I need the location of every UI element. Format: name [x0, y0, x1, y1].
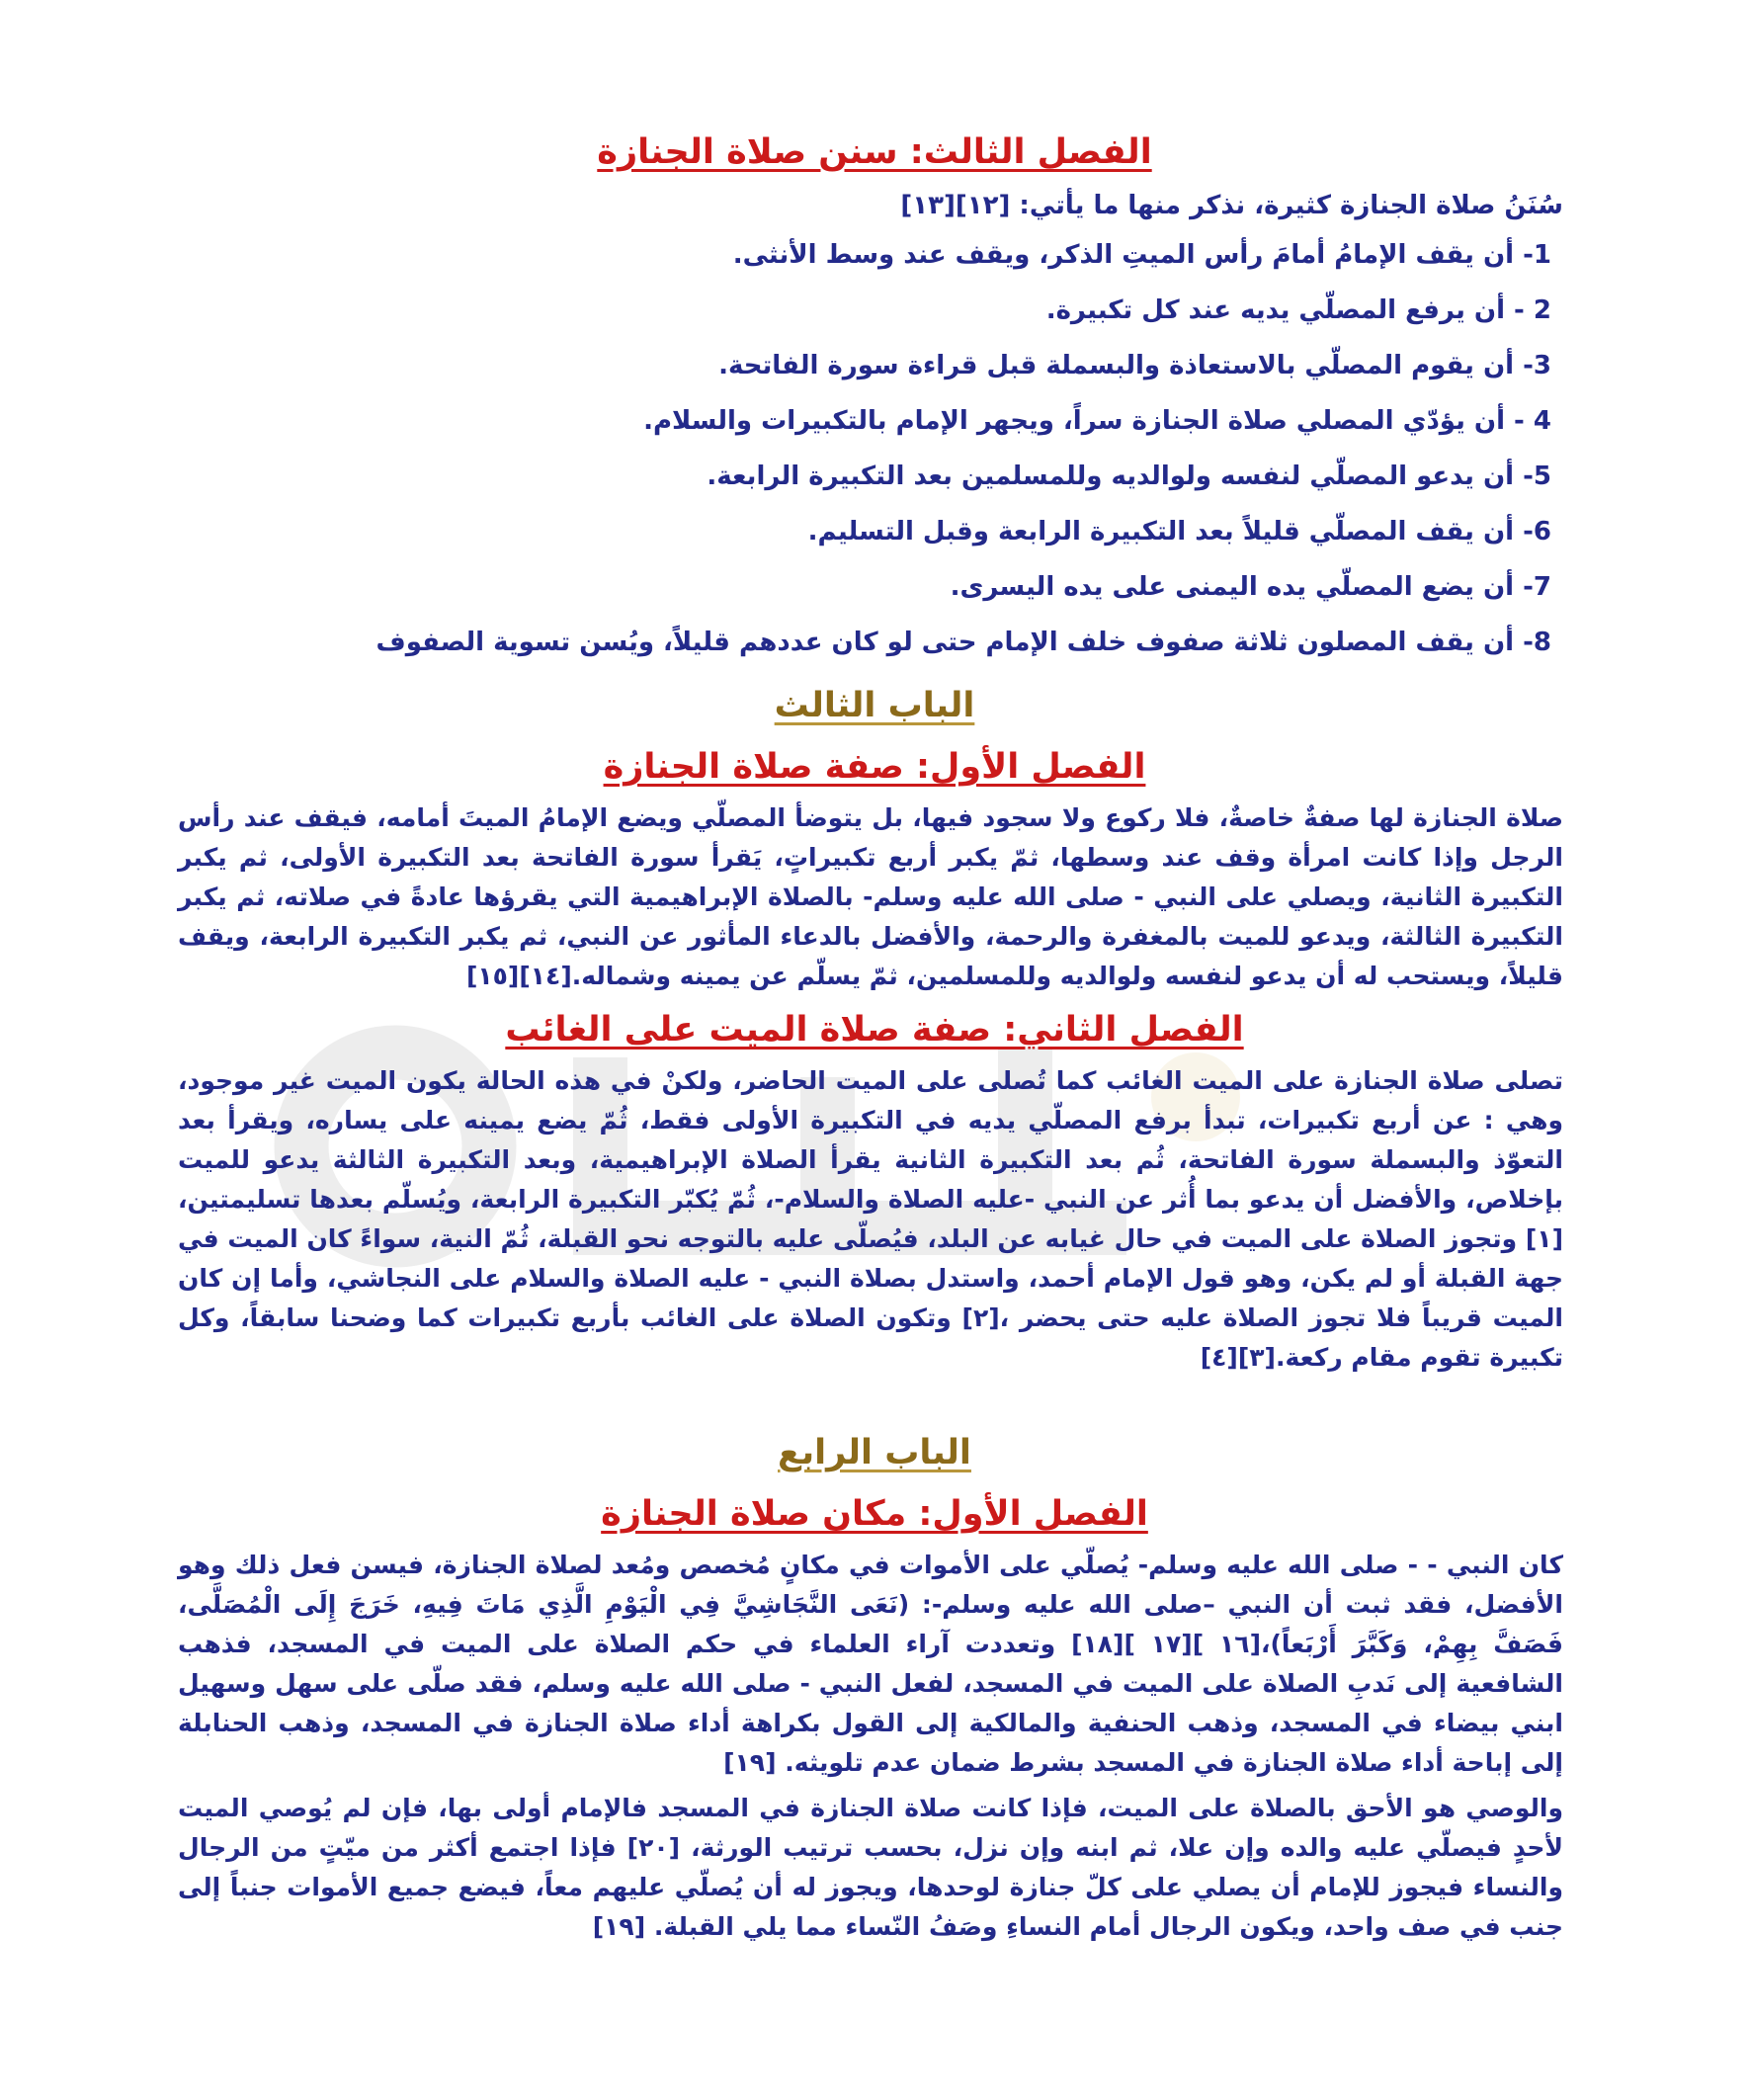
part-title — [178, 1425, 1571, 1480]
spacer — [178, 1384, 1571, 1417]
list-item: 4 - أن يؤدّي المصلي صلاة الجنازة سراً، ويجهر الإمام بالتكبيرات والسلام. — [643, 406, 1551, 436]
section-title-text: الفصل الأول: صفة صلاة الجنازة — [603, 747, 1146, 787]
section-title-text: الفصل الثاني: صفة صلاة الميت على الغائب — [505, 1010, 1244, 1050]
list-item: 3- أن يقوم المصلّي بالاستعاذة والبسملة قبل قراءة سورة الفاتحة. — [718, 351, 1551, 380]
list-item: 8- أن يقف المصلون ثلاثة صفوف خلف الإمام حتى لو كان عددهم قليلاً، ويُسن تسوية الصفوف — [375, 628, 1551, 657]
list-item: 2 - أن يرفع المصلّي يديه عند كل تكبيرة. — [1045, 295, 1551, 325]
section-paragraph: والوصي هو الأحق بالصلاة على الميت، فإذا كانت صلاة الجنازة في المسجد فالإمام أولى بها، فإن لم يُوصي الميت لأحدٍ فيصلّي عليه والده وإن علا، ثم ابنه وإن نزل، بحسب ترتيب الورثة، [٢٠] فإذا اجتمع أكثر من ميّتٍ من الرجال والنساء فيجوز للإمام أن يصلي على كلّ جنازة لوحدها، ويجوز له أن يُصلّي عليهم معاً، فيضع جميع الأموات جنباً إلى جنب في صف واحد، ويكون الرجال أمام النساءِ وصَفُ النّساء مما يلي القبلة. [١٩] — [178, 1794, 1563, 1941]
part-title-text: الباب الثالث — [774, 686, 975, 725]
list-item: 6- أن يقف المصلّي قليلاً بعد التكبيرة الرابعة وقبل التسليم. — [807, 517, 1551, 546]
section-paragraph: صلاة الجنازة لها صفةٌ خاصةٌ، فلا ركوع ولا سجود فيها، بل يتوضأ المصلّي ويضع الإمامُ الميتَ أمامه، فيقف عند رأس الرجل وإذا كانت امرأة وقف عند وسطها، ثمّ يكبر أربع تكبيراتٍ، يَقرأ سورة الفاتحة بعد التكبيرة الأولى، ثم يكبر التكبيرة الثانية، ويصلي على النبي - صلى الله عليه وسلم- بالصلاة الإبراهيمية التي يقرؤها عادةً في صلاته، ثم يكبر التكبيرة الثالثة، ويدعو للميت بالمغفرة والرحمة، والأفضل بالدعاء المأثور عن النبي، ثم يكبر التكبيرة الرابعة، ويقف قليلاً، ويستحب له أن يدعو لنفسه ولوالديه وللمسلمين، ثمّ يسلّم عن يمينه وشماله.[١٤][١٥] — [178, 803, 1563, 990]
section-title — [178, 739, 1571, 795]
section-title — [178, 1002, 1571, 1057]
part-title-text: الباب الرابع — [778, 1433, 971, 1472]
section-title — [178, 1486, 1571, 1542]
list-item: 7- أن يضع المصلّي يده اليمنى على يده اليسرى. — [950, 572, 1551, 602]
part-title — [178, 678, 1571, 733]
list-item: 1- أن يقف الإمامُ أمامَ رأس الميتِ الذكر، ويقف عند وسط الأنثى. — [732, 240, 1551, 270]
section-intro: سُنَنُ صلاة الجنازة كثيرة، نذكر منها ما يأتي: [١٢][١٣] — [900, 191, 1563, 220]
section-paragraph: كان النبي - - صلى الله عليه وسلم- يُصلّي على الأموات في مكانٍ مُخصص ومُعد لصلاة الجنازة، فيسن فعل ذلك وهو الأفضل، فقد ثبت أن النبي –صلى الله عليه وسلم-: (نَعَى النَّجَاشِيَّ فِي الْيَوْمِ الَّذِي مَاتَ فِيهِ، خَرَجَ إِلَى الْمُصَلَّى، فَصَفَّ بِهِمْ، وَكَبَّرَ أَرْبَعاً)،[١٦ ][١٧ ][١٨] وتعددت آراء العلماء في حكم الصلاة على الميت في المسجد، فذهب الشافعية إلى نَدبِ الصلاة على الميت في المسجد، لفعل النبي - صلى الله عليه وسلم، فقد صلّى على سهل وسهيل ابني بيضاء في المسجد، وذهب الحنفية والمالكية إلى القول بكراهة أداء صلاة الجنازة في المسجد، وذهب الحنابلة إلى إباحة أداء صلاة الجنازة في المسجد بشرط ضمان عدم تلويثه. [١٩] — [178, 1551, 1563, 1777]
list-item: 5- أن يدعو المصلّي لنفسه ولوالديه وللمسلمين بعد التكبيرة الرابعة. — [707, 462, 1551, 491]
section-paragraph: تصلى صلاة الجنازة على الميت الغائب كما تُصلى على الميت الحاضر، ولكنْ في هذه الحالة يكون الميت غير موجود، وهي : عن أربع تكبيرات، تبدأ برفع المصلّي يديه في التكبيرة الأولى فقط، ثُمّ يضع يمينه على يساره، ويقرأ بعد التعوّذ والبسملة سورة الفاتحة، ثُم بعد التكبيرة الثانية يقرأ الصلاة الإبراهيمية، وبعد التكبيرة الثالثة يدعو للميت بإخلاص، والأفضل أن يدعو بما أُثر عن النبي -عليه الصلاة والسلام-، ثُمّ يُكبّر التكبيرة الرابعة، ويُسلّم بعدها تسليمتين،[١] وتجوز الصلاة على الميت في حال غيابه عن البلد، فيُصلّى عليه بالتوجه نحو القبلة، ثُمّ النية، سواءً كان الميت في جهة القبلة أو لم يكن، وهو قول الإمام أحمد، واستدل بصلاة النبي - عليه الصلاة والسلام على النجاشي، وأما إن كان الميت قريباً فلا تجوز الصلاة عليه حتى يحضر ،[٢] وتكون الصلاة على الغائب بأربع تكبيرات كما وضحنا سابقاً، وكل تكبيرة تقوم مقام ركعة.[٣][٤] — [178, 1066, 1563, 1372]
section-title — [178, 125, 1571, 180]
sunan-list — [178, 227, 1571, 670]
document-content — [178, 119, 1571, 1953]
section-title-text: الفصل الأول: مكان صلاة الجنازة — [601, 1494, 1148, 1534]
section-title-text: الفصل الثالث: سنن صلاة الجنازة — [597, 132, 1152, 172]
